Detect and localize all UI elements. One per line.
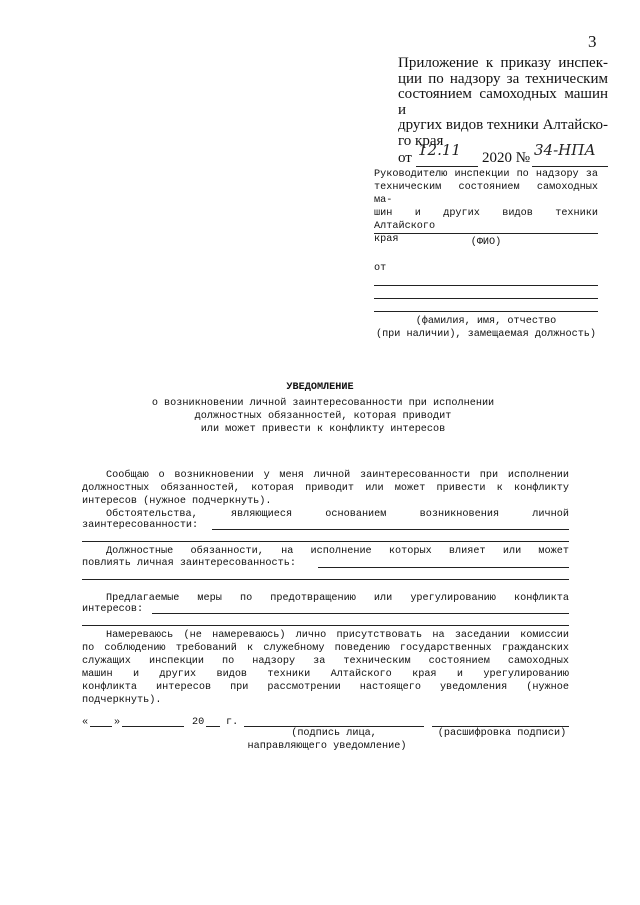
document-subtitle-1: о возникновении личной заинтересованности при исполнении [151, 398, 495, 409]
month-line [122, 726, 184, 727]
blank-line [318, 567, 569, 568]
fio-caption: (ФИО) [470, 237, 502, 248]
blank-line [82, 625, 569, 626]
from-label: от [374, 263, 387, 274]
addressee-line: края [374, 234, 399, 245]
quote-close: » [114, 717, 121, 728]
appendix-year-no: 2020 № [482, 150, 531, 166]
day-line [90, 726, 112, 727]
paragraph-line: Намереваюсь (не намереваюсь) лично присутствовать на заседании комиссии [106, 630, 569, 641]
document-heading: УВЕДОМЛЕНИЕ [286, 382, 354, 393]
addressee-line: техническим состоянием самоходных ма- [374, 182, 598, 206]
paragraph-line: повлиять личная заинтересованность: [82, 558, 296, 569]
from-line-2 [374, 298, 598, 299]
addressee-line: Руководителю инспекции по надзору за [374, 169, 598, 180]
document-subtitle-2: должностных обязанностей, которая приводит [194, 411, 452, 422]
paragraph-line: Предлагаемые меры по предотвращению или урегулированию конфликта [106, 593, 569, 604]
paragraph-line: должностных обязанностей, которая приводит или может привести к конфликту [82, 483, 569, 494]
fio-line [374, 233, 598, 234]
appendix-line: ции по надзору за техническим [398, 70, 608, 87]
appendix-date-prefix: от [398, 150, 412, 166]
paragraph-line: по соблюдению требований к служебному поведению государственных гражданских [82, 643, 569, 654]
blank-line [82, 541, 569, 542]
page-number: 3 [588, 32, 597, 51]
transcript-caption: (расшифровка подписи) [437, 728, 567, 739]
signature-caption-1: (подпись лица, [291, 728, 377, 739]
document-subtitle-3: или может привести к конфликту интересов [200, 424, 446, 435]
paragraph-line: Должностные обязанности, на исполнение которых влияет или может [106, 546, 569, 557]
number-line [532, 166, 608, 167]
paragraph-line: машин и других видов техники Алтайского края и урегулированию [82, 669, 569, 680]
blank-line [152, 613, 569, 614]
from-line-1 [374, 285, 598, 286]
addressee-block [374, 168, 598, 246]
appendix-block [398, 56, 608, 167]
blank-line [82, 579, 569, 580]
paragraph-line: конфликта интересов при рассмотрении настоящего уведомления (нужное [82, 682, 569, 693]
paragraph-line: заинтересованности: [82, 520, 199, 531]
signature-caption-2: направляющего уведомление) [247, 741, 407, 752]
appendix-line: состоянием самоходных машин и [398, 86, 608, 118]
year-suffix: г. [226, 717, 239, 728]
paragraph-line: интересов (нужное подчеркнуть). [82, 496, 272, 507]
paragraph-line: подчеркнуть). [82, 695, 162, 706]
handwritten-number: 34-НПА [534, 141, 596, 159]
appendix-line: Приложение к приказу инспек- [398, 55, 608, 71]
addressee-line: шин и других видов техники Алтайского [374, 208, 598, 232]
paragraph-line: интересов: [82, 604, 144, 615]
appendix-line: го края [398, 132, 444, 149]
appendix-line: других видов техники Алтайско- [398, 117, 608, 133]
quote-open: « [82, 717, 89, 728]
from-line-3 [374, 311, 598, 312]
year-line [206, 726, 220, 727]
paragraph-line: Сообщаю о возникновении у меня личной заинтересованности при исполнении [106, 470, 569, 481]
handwritten-date: 12.11 [418, 141, 461, 159]
year-prefix: 20 [192, 717, 205, 728]
from-caption-2: (при наличии), замещаемая должность) [375, 329, 597, 340]
paragraph-line: служащих инспекции по надзору за техническим состоянием самоходных [82, 656, 569, 667]
appendix-date-row [398, 141, 608, 167]
paragraph-line: Обстоятельства, являющиеся основанием возникновения личной [106, 509, 569, 520]
date-line [416, 166, 478, 167]
blank-line [212, 529, 569, 530]
from-caption-1: (фамилия, имя, отчество [415, 316, 557, 327]
